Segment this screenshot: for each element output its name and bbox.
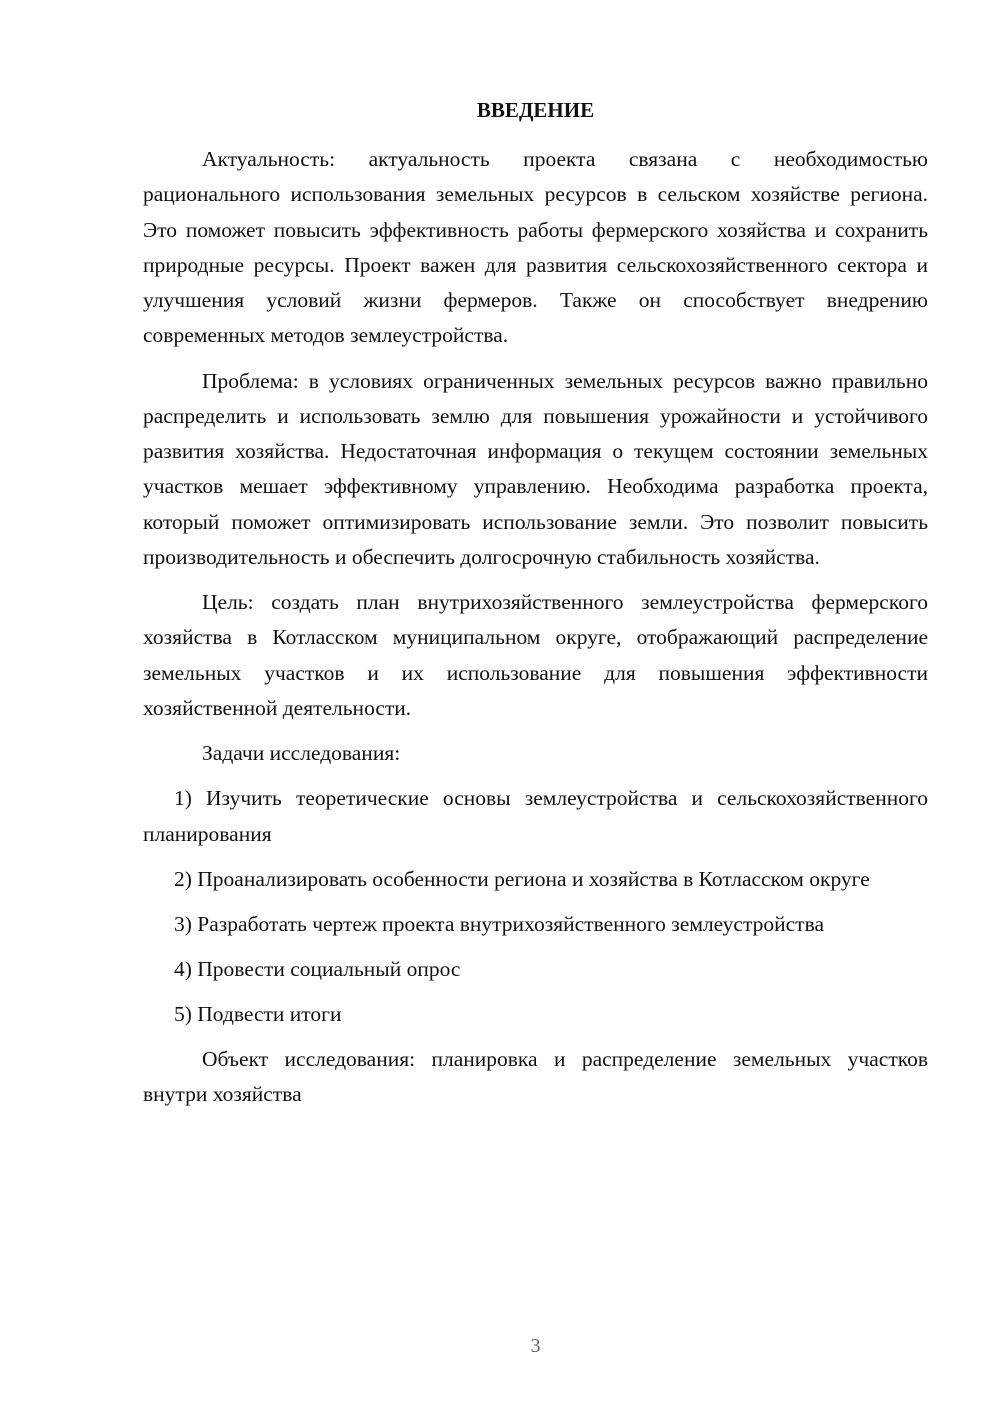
task-item-3: 3) Разработать чертеж проекта внутрихозяйственного землеустройства [174, 911, 824, 936]
page-title: ВВЕДЕНИЕ [476, 98, 595, 122]
task-item-5: 5) Подвести итоги [174, 1001, 342, 1026]
task-item-4: 4) Провести социальный опрос [174, 956, 461, 981]
paragraph-goal: Цель: создать план внутрихозяйственного землеустройства фермерского хозяйства в Котласском муниципальном округе, отображающий распределение земельных участков и их использование для повышения эффективности хозяйственной деятельности. [143, 590, 928, 721]
paragraph-relevance: Актуальность: актуальность проекта связана с необходимостью рационального использования земельных ресурсов в сельском хозяйстве региона. Это поможет повысить эффективность работы фермерского хозяйства и сохранить природные ресурсы. Проект важен для развития сельскохозяйственного сектора и улучшения условий жизни фермеров. Также он способствует внедрению современных методов землеустройства. [143, 147, 928, 348]
paragraph-problem: Проблема: в условиях ограниченных земельных ресурсов важно правильно распределить и использовать землю для повышения урожайности и устойчивого развития хозяйства. Недостаточная информация о текущем состоянии земельных участков мешает эффективному управлению. Необходима разработка проекта, который поможет оптимизировать использование земли. Это позволит повысить производительность и обеспечить долгосрочную стабильность хозяйства. [143, 368, 928, 570]
document-body [143, 142, 928, 1122]
paragraph-tasks-intro: Задачи исследования: [202, 741, 401, 766]
task-item-2: 2) Проанализировать особенности региона и хозяйства в Котласском округе [174, 866, 870, 891]
paragraph-object: Объект исследования: планировка и распределение земельных участков внутри хозяйства [143, 1047, 928, 1107]
page-number: 3 [530, 1335, 541, 1357]
task-item-1: 1) Изучить теоретические основы землеустройства и сельскохозяйственного планирования [143, 786, 928, 846]
